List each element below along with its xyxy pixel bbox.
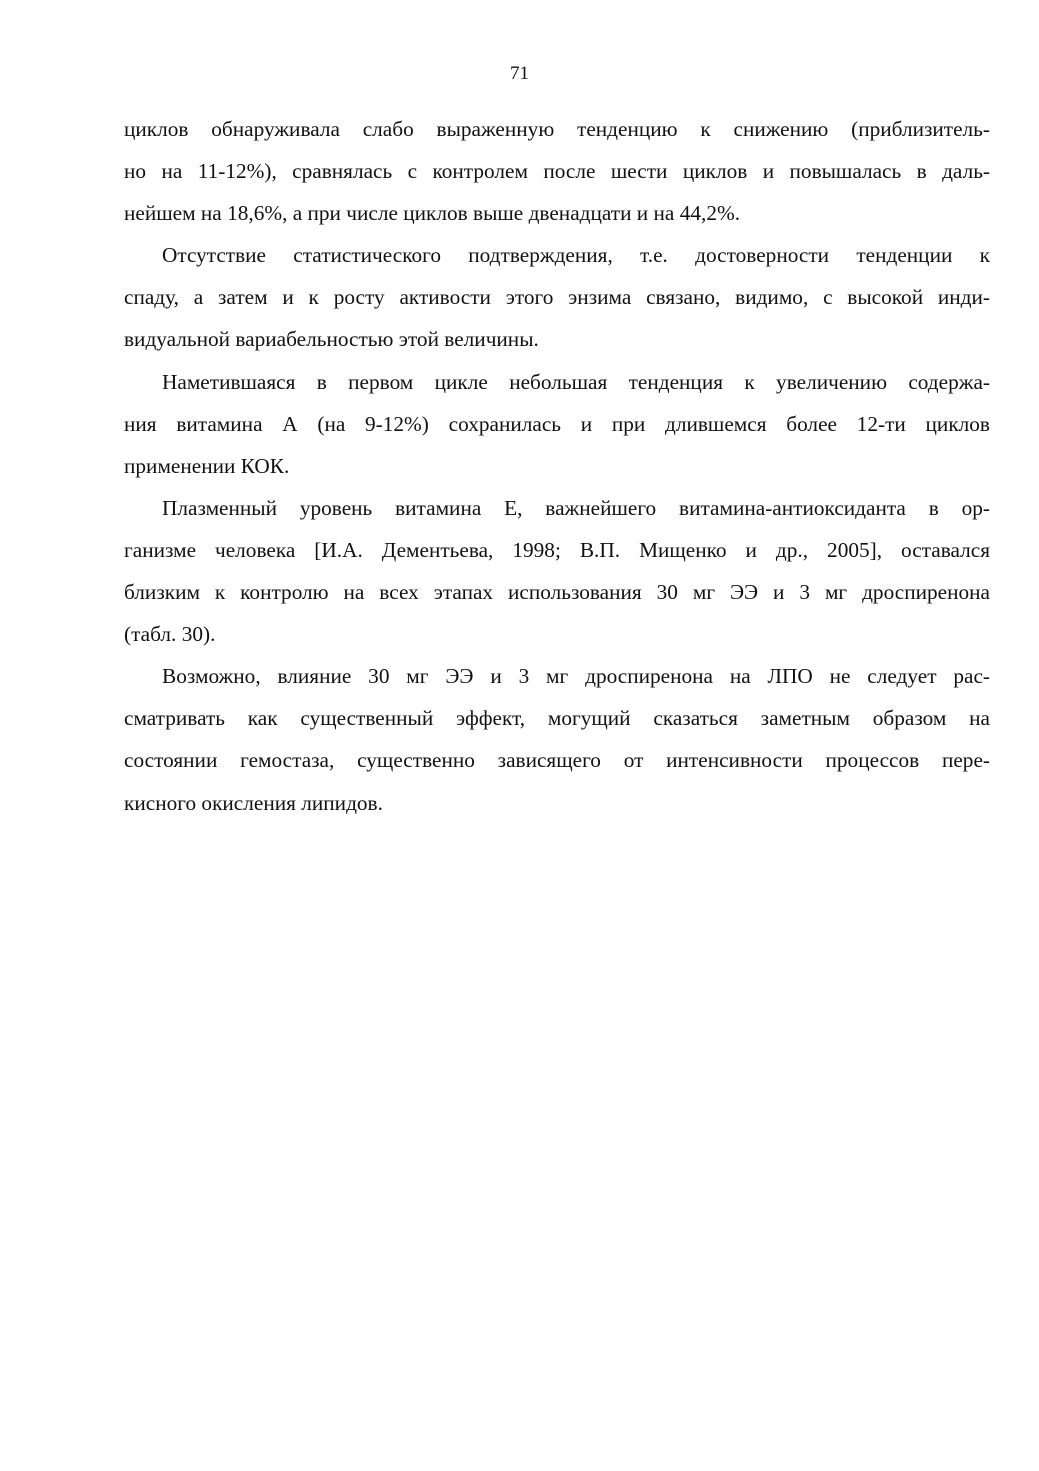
paragraph-line: видуальной вариабельностью этой величины.: [124, 327, 539, 352]
paragraph-line: нейшем на 18,6%, а при числе циклов выше двенадцати и на 44,2%.: [124, 201, 741, 226]
paragraph-line: циклов обнаруживала слабо выраженную тенденцию к снижению (приблизитель-: [124, 117, 990, 141]
paragraph-2: [124, 234, 990, 360]
paragraph-line: (табл. 30).: [124, 622, 216, 647]
paragraph-line: применении КОК.: [124, 453, 290, 478]
paragraph-line: ния витамина А (на 9-12%) сохранилась и при длившемся более 12-ти циклов: [124, 411, 990, 436]
paragraph-line: спаду, а затем и к росту активости этого энзима связано, видимо, с высокой инди-: [124, 285, 990, 310]
paragraph-4: [124, 487, 990, 655]
paragraph-line: Отсутствие статистического подтверждения, т.е. достоверности тенденции к: [162, 243, 990, 268]
paragraph-line: близким к контролю на всех этапах использования 30 мг ЭЭ и 3 мг дроспиренона: [124, 580, 990, 605]
document-body: [124, 108, 990, 824]
paragraph-line: кисного окисления липидов.: [124, 790, 383, 815]
paragraph-line: ганизме человека [И.А. Дементьева, 1998; В.П. Мищенко и др., 2005], оставался: [124, 537, 990, 562]
paragraph-1: [124, 108, 990, 234]
paragraph-line: Наметившаяся в первом цикле небольшая тенденция к увеличению содержа-: [162, 369, 990, 394]
paragraph-line: но на 11-12%), сравнялась с контролем после шести циклов и повышалась в даль-: [124, 159, 990, 184]
page-number: 71: [510, 63, 529, 84]
paragraph-5: [124, 655, 990, 823]
paragraph-line: Возможно, влияние 30 мг ЭЭ и 3 мг дроспиренона на ЛПО не следует рас-: [162, 664, 990, 689]
paragraph-line: сматривать как существенный эффект, могущий сказаться заметным образом на: [124, 706, 990, 731]
paragraph-3: [124, 361, 990, 487]
paragraph-line: состоянии гемостаза, существенно зависящего от интенсивности процессов пере-: [124, 748, 990, 773]
paragraph-line: Плазменный уровень витамина Е, важнейшего витамина-антиоксиданта в ор-: [162, 495, 990, 520]
